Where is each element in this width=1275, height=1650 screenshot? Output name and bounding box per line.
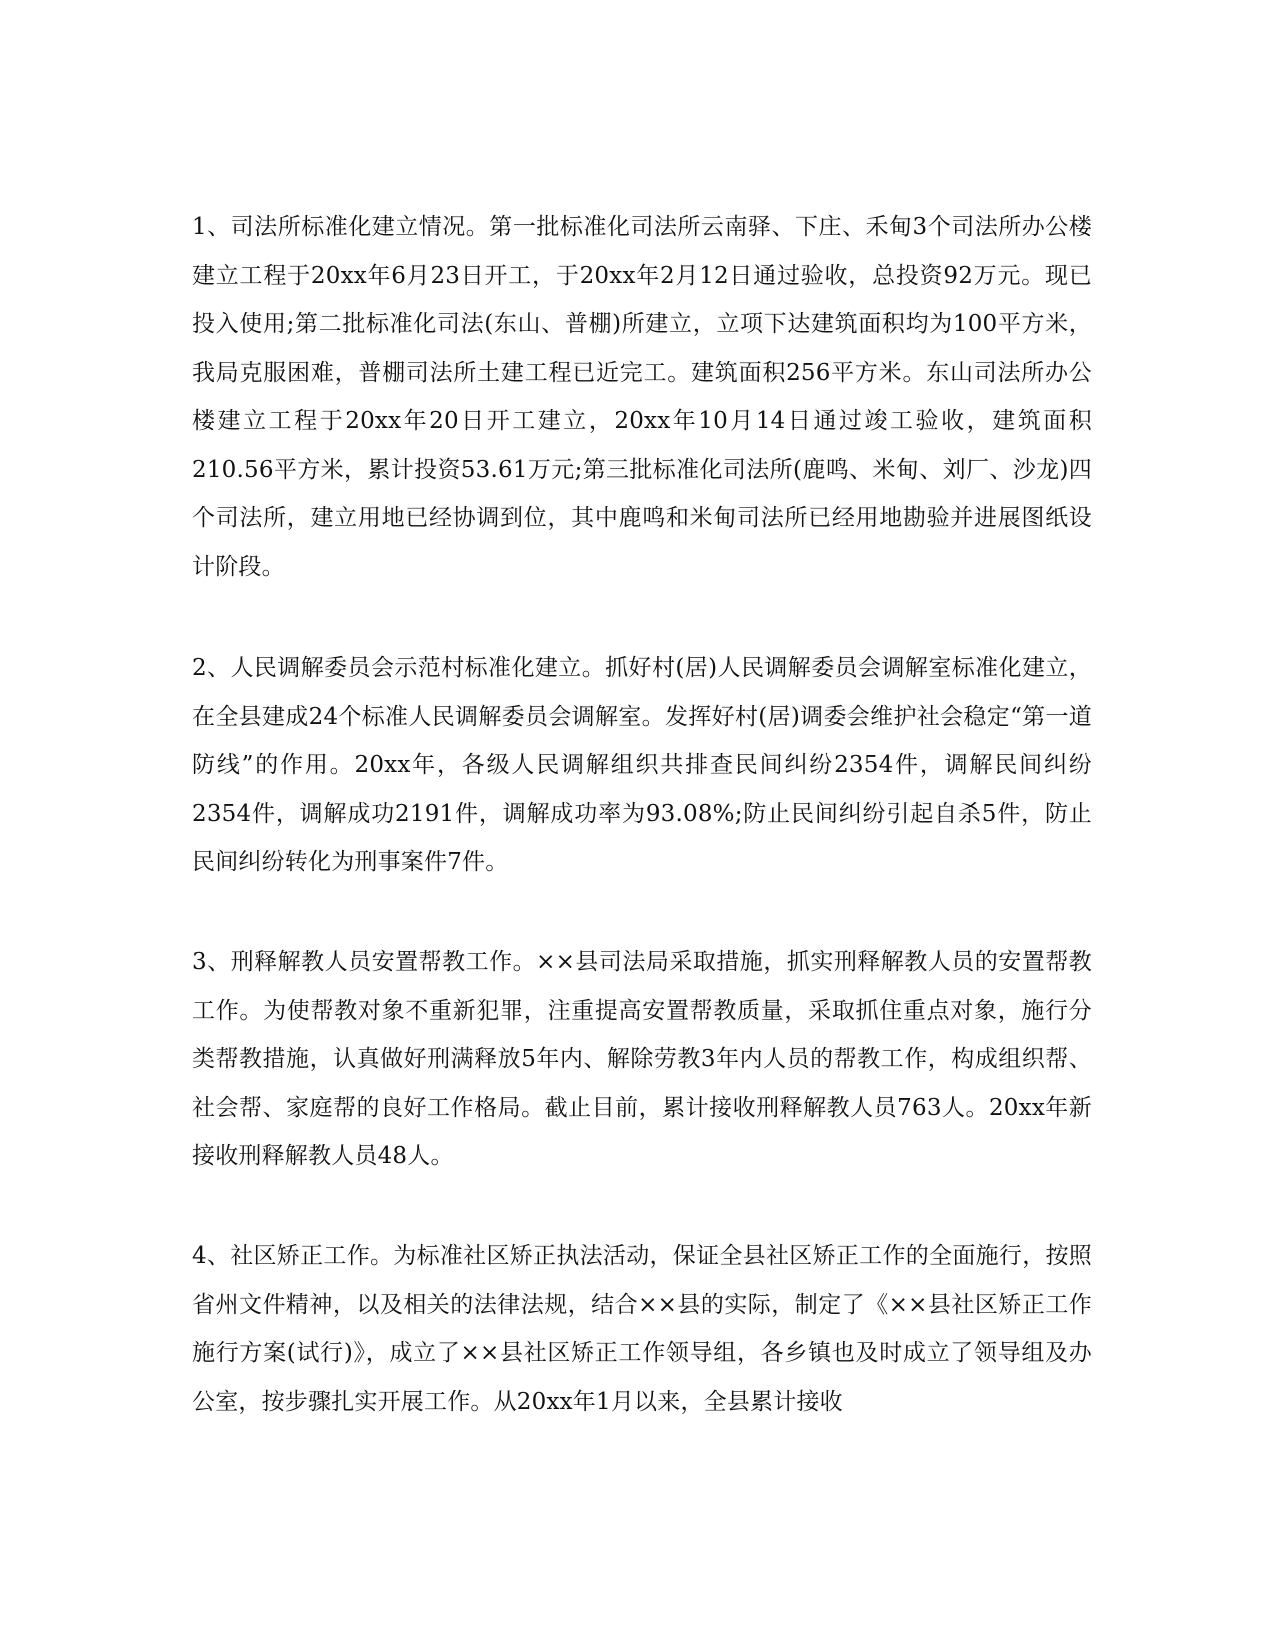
paragraph-community-correction: 4、社区矫正工作。为标准社区矫正执法活动，保证全县社区矫正工作的全面施行，按照省州文件精神，以及相关的法律法规，结合××县的实际，制定了《××县社区矫正工作施行方案(试行)》，成立了××县社区矫正工作领导组，各乡镇也及时成立了领导组及办公室，按步骤扎实开展工作。从20xx年1月以来，全县累计接收 <box>192 1243 1092 1415</box>
paragraph-people-mediation-committee: 2、人民调解委员会示范村标准化建立。抓好村(居)人民调解委员会调解室标准化建立，在全县建成24个标准人民调解委员会调解室。发挥好村(居)调委会维护社会稳定“第一道防线”的作用。20xx年，各级人民调解组织共排查民间纠纷2354件，调解民间纠纷2354件，调解成功2191件，调解成功率为93.08%;防止民间纠纷引起自杀5件，防止民间纠纷转化为刑事案件7件。 <box>192 655 1092 875</box>
paragraph-judicial-office-standardization: 1、司法所标准化建立情况。第一批标准化司法所云南驿、下庄、禾甸3个司法所办公楼建立工程于20xx年6月23日开工，于20xx年2月12日通过验收，总投资92万元。现已投入使用;第二批标准化司法(东山、普棚)所建立，立项下达建筑面积均为100平方米，我局克服困难，普棚司法所土建工程已近完工。建筑面积256平方米。东山司法所办公楼建立工程于20xx年20日开工建立，20xx年10月14日通过竣工验收，建筑面积210.56平方米，累计投资53.61万元;第三批标准化司法所(鹿鸣、米甸、刘厂、沙龙)四个司法所，建立用地已经协调到位，其中鹿鸣和米甸司法所已经用地勘验并进展图纸设计阶段。 <box>192 214 1092 580</box>
paragraph-released-prisoner-resettlement: 3、刑释解教人员安置帮教工作。××县司法局采取措施，抓实刑释解教人员的安置帮教工作。为使帮教对象不重新犯罪，注重提高安置帮教质量，采取抓住重点对象，施行分类帮教措施，认真做好刑满释放5年内、解除劳教3年内人员的帮教工作，构成组织帮、社会帮、家庭帮的良好工作格局。截止目前，累计接收刑释解教人员763人。20xx年新接收刑释解教人员48人。 <box>192 949 1092 1169</box>
